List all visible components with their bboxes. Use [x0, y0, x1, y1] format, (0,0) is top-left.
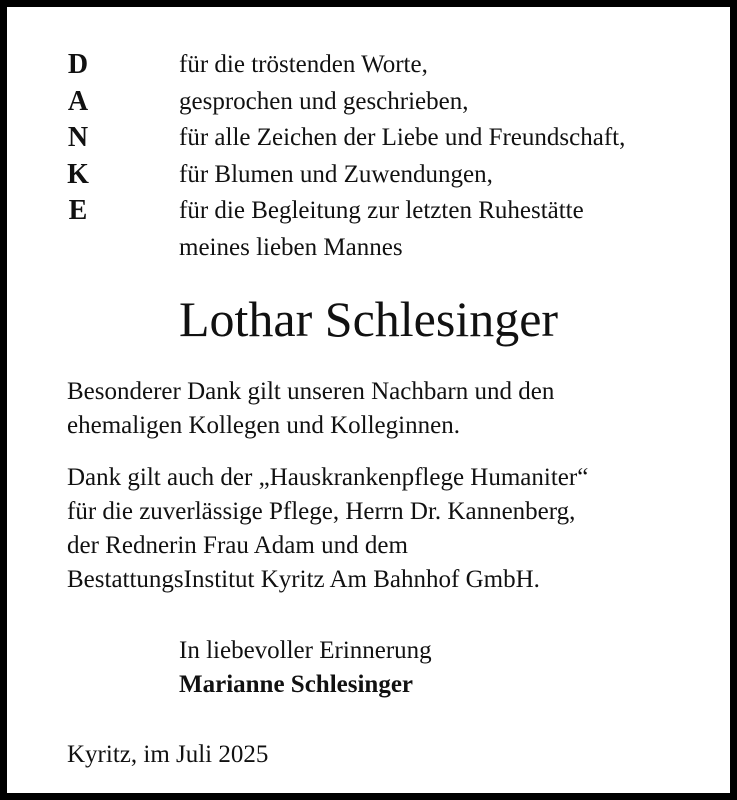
thanks-line: gesprochen und geschrieben,	[179, 87, 469, 115]
paragraph-line: für die zuverlässige Pflege, Herrn Dr. Kannenberg,	[67, 498, 576, 525]
closing-block	[179, 634, 432, 702]
thanks-line: meines lieben Mannes	[179, 233, 403, 261]
paragraph-line: ehemaligen Kollegen und Kolleginnen.	[67, 412, 460, 439]
thanks-line: für alle Zeichen der Liebe und Freundschaft,	[179, 124, 626, 151]
paragraph-line: der Rednerin Frau Adam und dem	[67, 532, 408, 559]
closing-phrase: In liebevoller Erinnerung	[179, 637, 432, 664]
danke-letter: E	[68, 195, 88, 226]
thanks-line: für die tröstenden Worte,	[179, 51, 428, 78]
thanks-list	[179, 47, 625, 266]
danke-letter: K	[67, 158, 89, 190]
thanks-line: für Blumen und Zuwendungen,	[179, 160, 493, 188]
paragraph-line: Besonderer Dank gilt unseren Nachbarn und den	[67, 378, 555, 405]
paragraph-line: Dank gilt auch der „Hauskrankenpflege Humaniter“	[67, 464, 589, 491]
deceased-name: Lothar Schlesinger	[179, 291, 559, 347]
place-date: Kyritz, im Juli 2025	[67, 741, 269, 768]
danke-letter: N	[67, 122, 89, 153]
danke-vertical-heading	[63, 47, 93, 230]
thanks-line: für die Begleitung zur letzten Ruhestätte	[179, 197, 584, 224]
danke-letter: A	[67, 85, 89, 117]
danke-letter: D	[67, 49, 89, 80]
special-thanks-paragraph	[67, 375, 554, 443]
care-thanks-paragraph	[67, 461, 588, 597]
signer-name: Marianne Schlesinger	[179, 671, 414, 698]
paragraph-line: BestattungsInstitut Kyritz Am Bahnhof GmbH.	[67, 566, 540, 593]
